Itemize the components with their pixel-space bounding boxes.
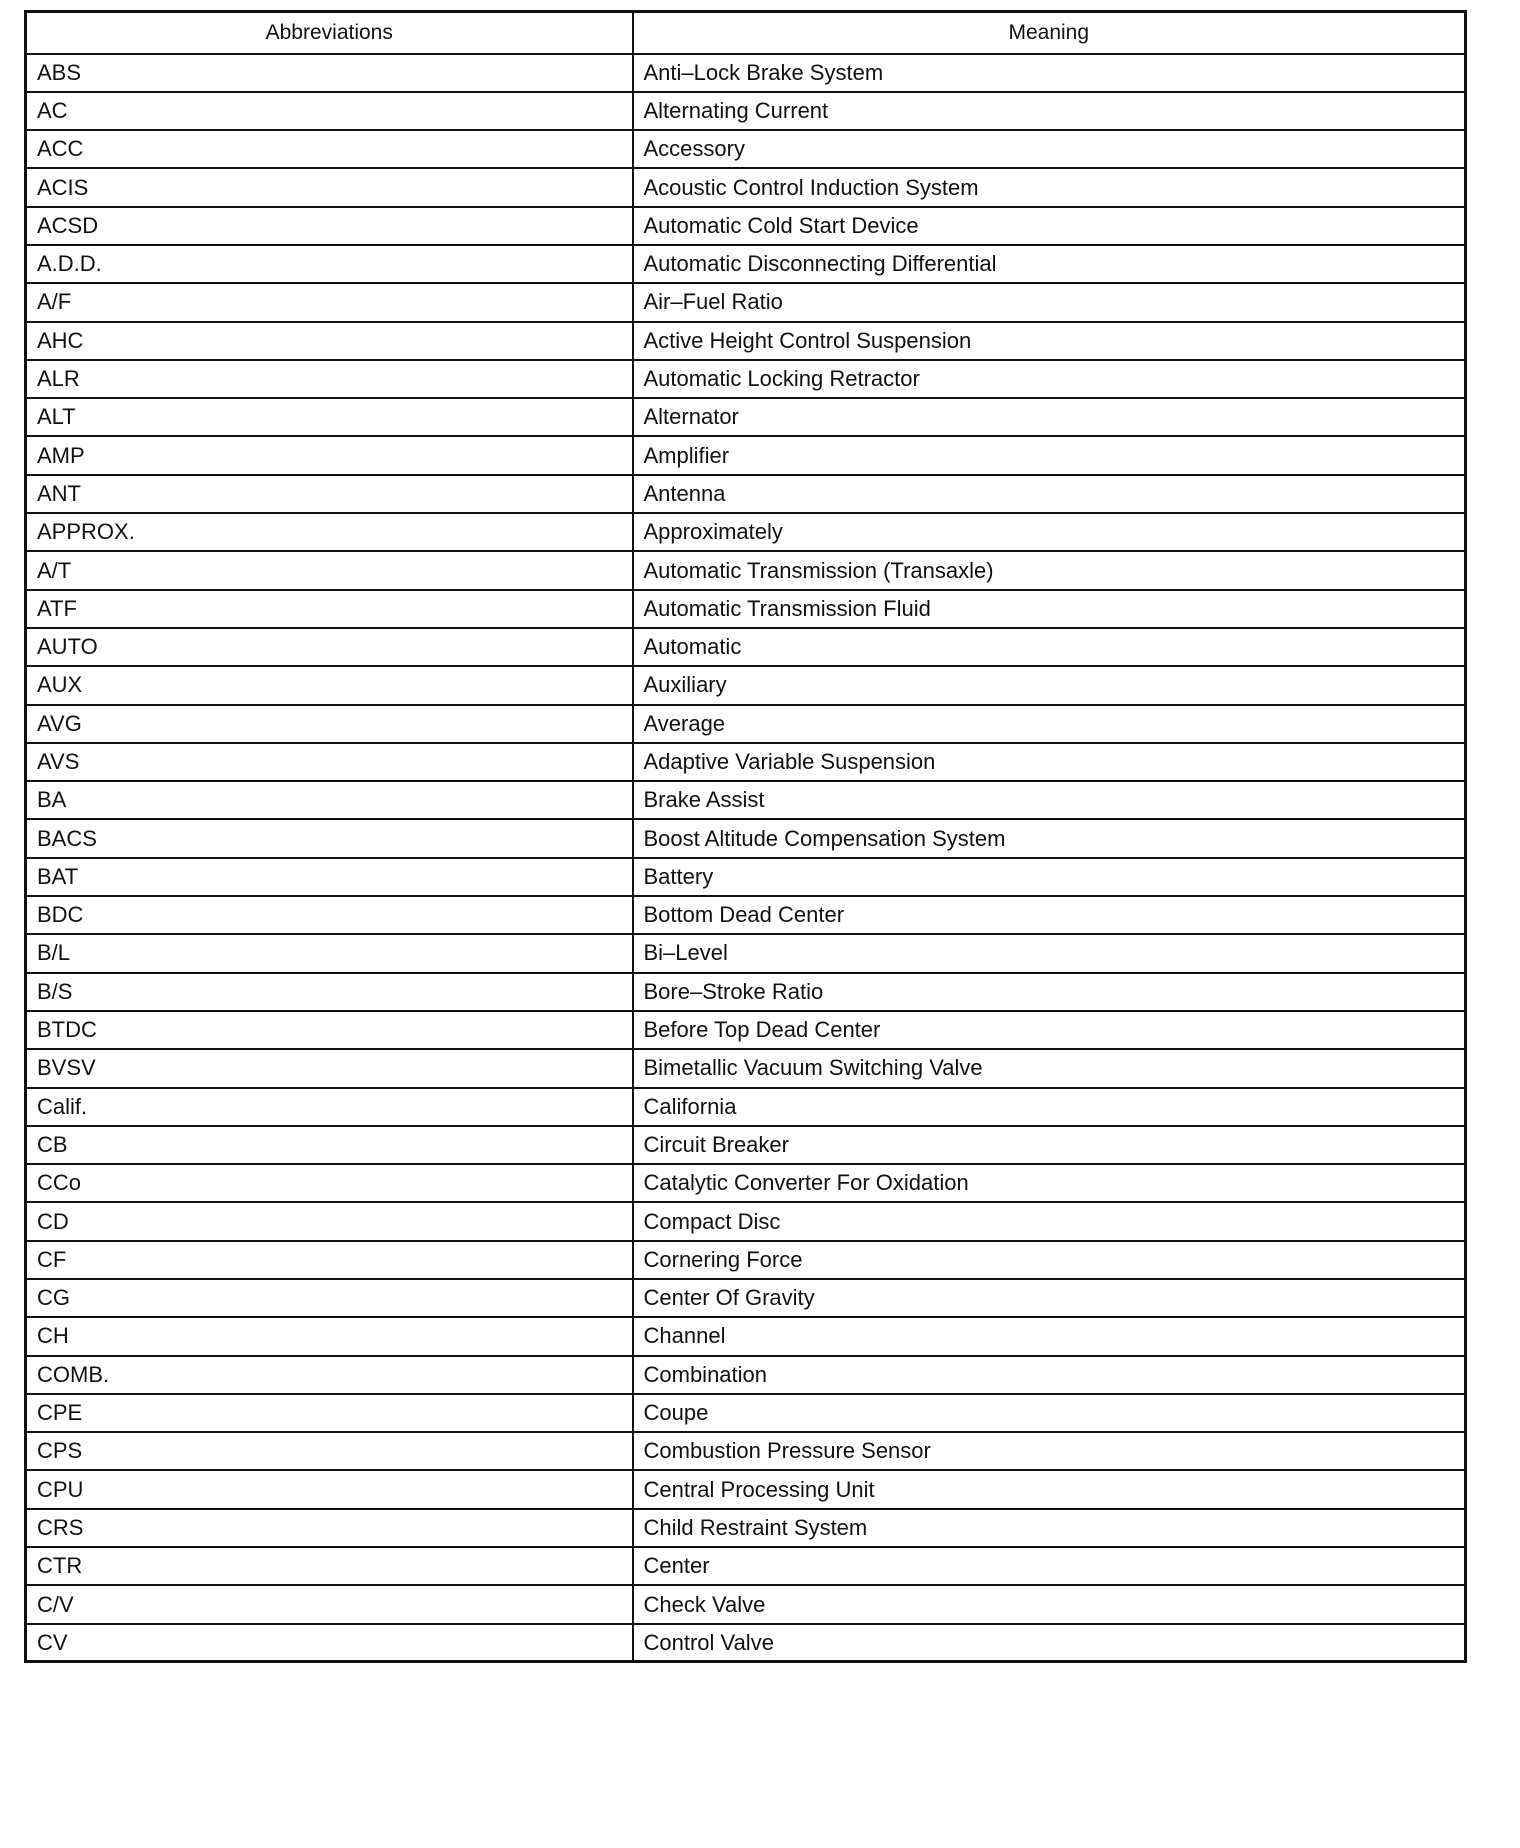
abbreviation-cell: CF bbox=[26, 1241, 633, 1279]
meaning-cell: Circuit Breaker bbox=[633, 1126, 1466, 1164]
abbreviation-cell: Calif. bbox=[26, 1088, 633, 1126]
abbreviation-cell: B/S bbox=[26, 973, 633, 1011]
abbreviation-cell: CH bbox=[26, 1317, 633, 1355]
abbreviation-cell: CG bbox=[26, 1279, 633, 1317]
table-row bbox=[26, 360, 1466, 398]
meaning-cell: Central Processing Unit bbox=[633, 1470, 1466, 1508]
table-row bbox=[26, 896, 1466, 934]
abbreviation-cell: ACSD bbox=[26, 207, 633, 245]
meaning-cell: Air–Fuel Ratio bbox=[633, 283, 1466, 321]
table-row bbox=[26, 513, 1466, 551]
table-header-row bbox=[26, 12, 1466, 54]
abbreviation-cell: BVSV bbox=[26, 1049, 633, 1087]
abbreviation-cell: AC bbox=[26, 92, 633, 130]
table-row bbox=[26, 1088, 1466, 1126]
meaning-cell: Brake Assist bbox=[633, 781, 1466, 819]
abbreviation-cell: AUX bbox=[26, 666, 633, 704]
abbreviation-cell: ABS bbox=[26, 54, 633, 92]
abbreviation-cell: ALR bbox=[26, 360, 633, 398]
table-row bbox=[26, 1356, 1466, 1394]
meaning-cell: Bore–Stroke Ratio bbox=[633, 973, 1466, 1011]
meaning-cell: Active Height Control Suspension bbox=[633, 322, 1466, 360]
header-abbreviations: Abbreviations bbox=[26, 12, 633, 54]
abbreviation-cell: APPROX. bbox=[26, 513, 633, 551]
abbreviation-cell: CRS bbox=[26, 1509, 633, 1547]
header-meaning: Meaning bbox=[633, 12, 1466, 54]
abbreviation-cell: AVG bbox=[26, 705, 633, 743]
meaning-cell: Catalytic Converter For Oxidation bbox=[633, 1164, 1466, 1202]
table-body bbox=[26, 54, 1466, 1662]
table-row bbox=[26, 1585, 1466, 1623]
meaning-cell: Amplifier bbox=[633, 436, 1466, 474]
table-row bbox=[26, 743, 1466, 781]
meaning-cell: Automatic bbox=[633, 628, 1466, 666]
abbreviation-cell: B/L bbox=[26, 934, 633, 972]
table-row bbox=[26, 858, 1466, 896]
abbreviation-cell: AHC bbox=[26, 322, 633, 360]
meaning-cell: Automatic Transmission (Transaxle) bbox=[633, 551, 1466, 589]
meaning-cell: Combustion Pressure Sensor bbox=[633, 1432, 1466, 1470]
abbreviation-cell: C/V bbox=[26, 1585, 633, 1623]
abbreviation-cell: COMB. bbox=[26, 1356, 633, 1394]
meaning-cell: Automatic Cold Start Device bbox=[633, 207, 1466, 245]
abbreviation-cell: BA bbox=[26, 781, 633, 819]
table-row bbox=[26, 1470, 1466, 1508]
meaning-cell: Adaptive Variable Suspension bbox=[633, 743, 1466, 781]
table-row bbox=[26, 398, 1466, 436]
table-row bbox=[26, 475, 1466, 513]
abbreviation-cell: AVS bbox=[26, 743, 633, 781]
meaning-cell: Channel bbox=[633, 1317, 1466, 1355]
table-row bbox=[26, 1394, 1466, 1432]
abbreviations-table bbox=[24, 10, 1467, 1663]
abbreviation-cell: ALT bbox=[26, 398, 633, 436]
table-row bbox=[26, 666, 1466, 704]
abbreviation-cell: BACS bbox=[26, 819, 633, 857]
meaning-cell: Bi–Level bbox=[633, 934, 1466, 972]
meaning-cell: Coupe bbox=[633, 1394, 1466, 1432]
table-row bbox=[26, 436, 1466, 474]
abbreviation-cell: CCo bbox=[26, 1164, 633, 1202]
meaning-cell: Anti–Lock Brake System bbox=[633, 54, 1466, 92]
meaning-cell: Bimetallic Vacuum Switching Valve bbox=[633, 1049, 1466, 1087]
abbreviation-cell: A/T bbox=[26, 551, 633, 589]
abbreviation-cell: CD bbox=[26, 1202, 633, 1240]
table-row bbox=[26, 1317, 1466, 1355]
meaning-cell: California bbox=[633, 1088, 1466, 1126]
meaning-cell: Acoustic Control Induction System bbox=[633, 168, 1466, 206]
meaning-cell: Antenna bbox=[633, 475, 1466, 513]
abbreviation-cell: CPS bbox=[26, 1432, 633, 1470]
table-row bbox=[26, 705, 1466, 743]
table-row bbox=[26, 168, 1466, 206]
meaning-cell: Compact Disc bbox=[633, 1202, 1466, 1240]
table-row bbox=[26, 245, 1466, 283]
meaning-cell: Check Valve bbox=[633, 1585, 1466, 1623]
table-row bbox=[26, 1202, 1466, 1240]
table-row bbox=[26, 1241, 1466, 1279]
table-row bbox=[26, 1279, 1466, 1317]
abbreviation-cell: ATF bbox=[26, 590, 633, 628]
abbreviation-cell: CTR bbox=[26, 1547, 633, 1585]
meaning-cell: Battery bbox=[633, 858, 1466, 896]
meaning-cell: Control Valve bbox=[633, 1624, 1466, 1662]
abbreviation-cell: CB bbox=[26, 1126, 633, 1164]
meaning-cell: Cornering Force bbox=[633, 1241, 1466, 1279]
meaning-cell: Center Of Gravity bbox=[633, 1279, 1466, 1317]
table-row bbox=[26, 1432, 1466, 1470]
meaning-cell: Average bbox=[633, 705, 1466, 743]
abbreviation-cell: A.D.D. bbox=[26, 245, 633, 283]
meaning-cell: Before Top Dead Center bbox=[633, 1011, 1466, 1049]
abbreviation-cell: ACC bbox=[26, 130, 633, 168]
abbreviation-cell: BTDC bbox=[26, 1011, 633, 1049]
abbreviation-cell: AMP bbox=[26, 436, 633, 474]
table-row bbox=[26, 92, 1466, 130]
meaning-cell: Automatic Disconnecting Differential bbox=[633, 245, 1466, 283]
table-row bbox=[26, 1547, 1466, 1585]
abbreviation-cell: BAT bbox=[26, 858, 633, 896]
table-row bbox=[26, 1164, 1466, 1202]
abbreviation-cell: CPU bbox=[26, 1470, 633, 1508]
meaning-cell: Boost Altitude Compensation System bbox=[633, 819, 1466, 857]
meaning-cell: Automatic Locking Retractor bbox=[633, 360, 1466, 398]
abbreviation-cell: CPE bbox=[26, 1394, 633, 1432]
table-row bbox=[26, 590, 1466, 628]
abbreviation-cell: A/F bbox=[26, 283, 633, 321]
table-row bbox=[26, 207, 1466, 245]
table-row bbox=[26, 322, 1466, 360]
meaning-cell: Child Restraint System bbox=[633, 1509, 1466, 1547]
meaning-cell: Alternator bbox=[633, 398, 1466, 436]
meaning-cell: Auxiliary bbox=[633, 666, 1466, 704]
table-row bbox=[26, 551, 1466, 589]
table-row bbox=[26, 781, 1466, 819]
meaning-cell: Combination bbox=[633, 1356, 1466, 1394]
table-row bbox=[26, 1624, 1466, 1662]
meaning-cell: Center bbox=[633, 1547, 1466, 1585]
table-row bbox=[26, 973, 1466, 1011]
table-row bbox=[26, 1509, 1466, 1547]
table-row bbox=[26, 1011, 1466, 1049]
abbreviation-cell: CV bbox=[26, 1624, 633, 1662]
abbreviation-cell: BDC bbox=[26, 896, 633, 934]
meaning-cell: Approximately bbox=[633, 513, 1466, 551]
table-row bbox=[26, 1126, 1466, 1164]
table-row bbox=[26, 628, 1466, 666]
table-row bbox=[26, 934, 1466, 972]
abbreviation-cell: ANT bbox=[26, 475, 633, 513]
meaning-cell: Alternating Current bbox=[633, 92, 1466, 130]
meaning-cell: Accessory bbox=[633, 130, 1466, 168]
table-row bbox=[26, 130, 1466, 168]
table-row bbox=[26, 819, 1466, 857]
meaning-cell: Bottom Dead Center bbox=[633, 896, 1466, 934]
table-row bbox=[26, 1049, 1466, 1087]
meaning-cell: Automatic Transmission Fluid bbox=[633, 590, 1466, 628]
abbreviation-cell: ACIS bbox=[26, 168, 633, 206]
table-row bbox=[26, 283, 1466, 321]
abbreviation-cell: AUTO bbox=[26, 628, 633, 666]
table-row bbox=[26, 54, 1466, 92]
